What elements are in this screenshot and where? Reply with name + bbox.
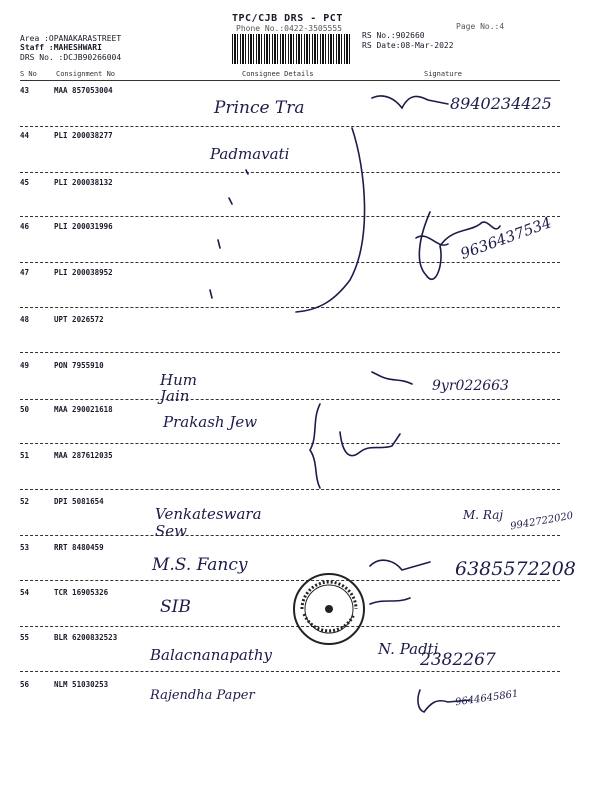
phone-56: 9644645861 xyxy=(454,688,520,709)
table-row: 47 PLI 200038952 xyxy=(20,268,113,277)
drs-number: DRS No. :DCJB90266004 xyxy=(20,53,122,62)
col-consignment: Consignment No xyxy=(56,70,116,78)
col-sno: S No xyxy=(20,70,37,78)
phone-49: 9yr022663 xyxy=(432,378,509,394)
table-row: 53 RRT 8480459 xyxy=(20,543,104,552)
phone-43: 8940234425 xyxy=(450,94,552,113)
consignee-50: Prakash Jew xyxy=(163,413,258,431)
rs-number: RS No.:902660 xyxy=(362,31,425,40)
consignee-43: Prince Tra xyxy=(214,98,305,118)
phone-55: 2382267 xyxy=(420,650,496,670)
signature-n-padti: N. Padti xyxy=(378,640,439,658)
rs-date: RS Date:08-Mar-2022 xyxy=(362,41,454,50)
col-consignee: Consignee Details xyxy=(242,70,314,78)
consignee-44: Padmavati xyxy=(210,145,290,163)
consignee-49: Hum Jain xyxy=(160,371,197,405)
table-row: 52 DPI 5081654 xyxy=(20,497,104,506)
sheet-title: TPC/CJB DRS - PCT xyxy=(232,13,343,24)
table-row: 44 PLI 200038277 xyxy=(20,131,113,140)
table-row: 43 MAA 857053004 xyxy=(20,86,113,95)
phone-47: 9636437534 xyxy=(458,213,554,263)
table-row: 49 PON 7955910 xyxy=(20,361,104,370)
consignee-56: Rajendha Paper xyxy=(150,688,255,703)
consignee-54: SIB xyxy=(160,597,191,617)
table-row: 55 BLR 6200832523 xyxy=(20,633,118,642)
consignee-53: M.S. Fancy xyxy=(152,555,248,575)
table-row: 51 MAA 287612035 xyxy=(20,451,113,460)
staff-label: Staff :MAHESHWARI xyxy=(20,43,102,52)
table-row: 50 MAA 290021618 xyxy=(20,405,113,414)
page-number: Page No.:4 xyxy=(456,22,505,31)
phone-53: 6385572208 xyxy=(455,558,576,580)
col-signature: Signature xyxy=(424,70,462,78)
table-row: 54 TCR 16905326 xyxy=(20,588,109,597)
consignee-52: Venkateswara Sew xyxy=(155,505,262,540)
consignee-55: Balacnanapathy xyxy=(150,646,273,664)
table-row: 48 UPT 2026572 xyxy=(20,315,104,324)
area-label: Area :OPANAKARASTREET xyxy=(20,34,122,43)
table-row: 45 PLI 200038132 xyxy=(20,178,113,187)
company-stamp xyxy=(292,572,366,646)
table-row: 56 NLM 51030253 xyxy=(20,680,109,689)
signature-m-raj: M. Raj xyxy=(463,508,504,522)
table-row: 46 PLI 200031996 xyxy=(20,222,113,231)
phone-number: Phone No.:0422-3505555 xyxy=(236,24,342,33)
phone-52: 9942722020 xyxy=(509,510,575,533)
